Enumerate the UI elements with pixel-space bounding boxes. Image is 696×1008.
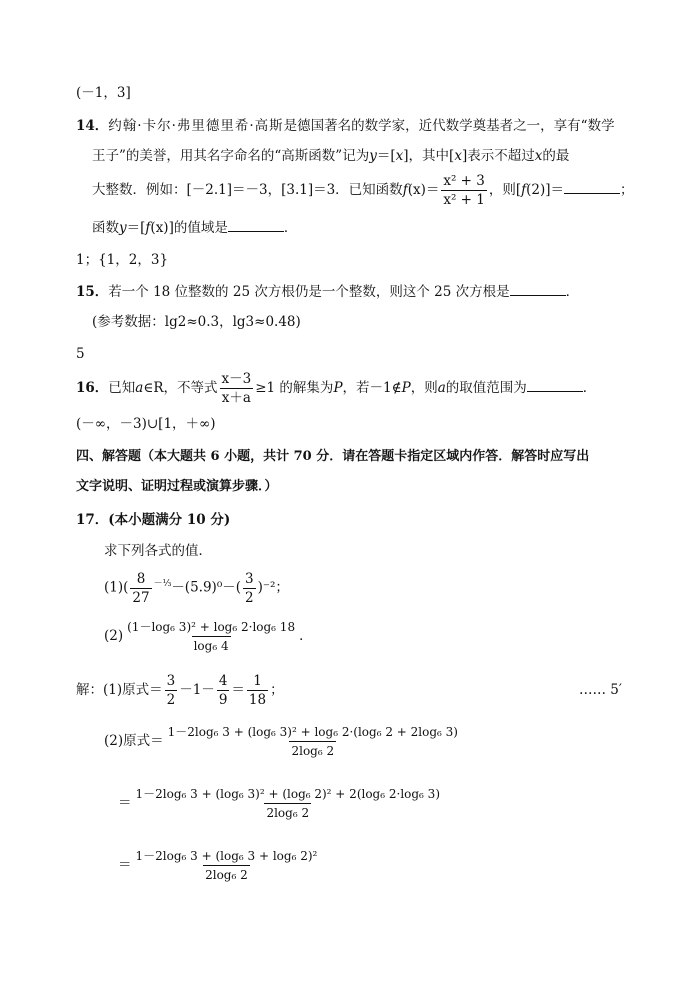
fraction-denominator: 9 xyxy=(218,692,228,708)
question-14-line-4 xyxy=(92,219,297,237)
math-text: ． xyxy=(299,628,313,644)
math-var: f xyxy=(402,182,408,198)
question-text: 函数 xyxy=(92,220,119,236)
solution-part-2-line-2 xyxy=(118,783,444,823)
fraction xyxy=(125,619,297,654)
part-label: (1)( xyxy=(104,579,129,596)
question-number: 17．(本小题满分 10 分) xyxy=(76,512,231,528)
fraction-denominator: log₆ 4 xyxy=(192,636,231,654)
fraction xyxy=(134,786,443,821)
question-number: 16． xyxy=(76,380,109,396)
question-text: (2)]＝ xyxy=(526,182,565,198)
fraction xyxy=(166,724,460,759)
section-title: 四、解答题（本大题共 6 小题，共计 70 分．请在答题卡指定区域内作答．解答时应写出 xyxy=(76,449,590,464)
fraction-numerator: x－3 xyxy=(221,371,252,387)
math-var: P xyxy=(401,380,411,396)
question-17-intro: 求下列各式的值． xyxy=(104,543,212,559)
fraction-denominator: x＋a xyxy=(221,390,251,406)
math-var: x xyxy=(534,148,543,164)
fraction-denominator: x² + 1 xyxy=(443,192,485,208)
question-number: 14． xyxy=(76,118,109,134)
math-text: ＝ xyxy=(118,857,132,873)
answer-blank xyxy=(510,283,566,296)
question-text: ，则[ xyxy=(488,182,522,198)
fraction xyxy=(441,173,487,208)
exponent: －⅓ xyxy=(153,579,172,589)
question-15-line-1 xyxy=(76,283,579,301)
fraction xyxy=(247,673,268,708)
math-var: x xyxy=(454,148,462,164)
math-var: x xyxy=(395,148,404,164)
fraction-denominator: 2log₆ 2 xyxy=(289,741,336,759)
math-var: a xyxy=(437,380,446,396)
fraction-numerator: 1 xyxy=(253,673,262,689)
question-text: ． xyxy=(582,380,597,396)
math-var: a xyxy=(135,380,144,396)
math-text: )⁻²； xyxy=(257,579,289,596)
question-text: 王子”的美誉，用其名字命名的“高斯函数”记为 xyxy=(92,148,370,164)
fraction-numerator: 4 xyxy=(218,673,228,689)
math-text: ＝ xyxy=(231,682,245,698)
question-14-line-1 xyxy=(76,117,615,135)
question-text: 若一个 18 位整数的 25 次方根仍是一个整数，则这个 25 次方根是 xyxy=(108,284,510,300)
question-text: ； xyxy=(620,182,634,198)
solution-part-2-line-3 xyxy=(118,845,321,885)
math-text: ； xyxy=(270,682,284,698)
question-text: ，若－1∉ xyxy=(342,380,402,396)
question-text: 的最 xyxy=(542,148,570,164)
gauss-name: 约翰·卡尔·弗里德里希·高斯 xyxy=(108,118,284,134)
fraction xyxy=(130,571,151,606)
solution-part-2-line-1 xyxy=(104,721,462,761)
math-text: ＝ xyxy=(118,795,132,811)
answer-blank xyxy=(527,379,583,392)
question-text: ． xyxy=(283,220,298,236)
math-var: f xyxy=(521,182,527,198)
fraction-denominator: 2log₆ 2 xyxy=(203,865,250,883)
math-var: y xyxy=(369,148,377,164)
fraction xyxy=(217,673,230,708)
fraction-numerator: x² + 3 xyxy=(443,173,485,189)
question-text: 是德国著名的数学家，近代数学奠基者之一，享有“数学 xyxy=(283,118,615,134)
solution-part-1 xyxy=(76,671,284,709)
fraction-denominator: 2 xyxy=(245,589,254,606)
answer-blank xyxy=(564,181,620,194)
solution-label: 解：(1)原式＝ xyxy=(76,682,163,698)
question-14-line-3 xyxy=(92,172,634,208)
question-text: ]表示不超过 xyxy=(461,148,535,164)
fraction-numerator: 1－2log₆ 3 + (log₆ 3)² + log₆ 2·(log₆ 2 + 2log₆ 3) xyxy=(167,725,458,739)
answer-blank xyxy=(228,219,284,232)
fraction xyxy=(243,571,256,606)
question-text: ． xyxy=(565,284,580,300)
section-title-continued: 文字说明、证明过程或演算步骤．） xyxy=(76,479,278,494)
fraction-numerator: 8 xyxy=(136,570,146,587)
fraction-numerator: 3 xyxy=(166,673,176,689)
question-text: 的取值范围为 xyxy=(445,380,527,396)
fraction xyxy=(220,371,254,406)
fraction-numerator: 1－2log₆ 3 + (log₆ 3 + log₆ 2)² xyxy=(135,849,318,863)
answer-15: 5 xyxy=(76,346,85,362)
question-number: 15． xyxy=(76,284,109,300)
fraction xyxy=(165,673,178,708)
question-14-line-2 xyxy=(92,147,569,165)
fraction-denominator: 18 xyxy=(248,692,267,708)
math-text: －1－ xyxy=(179,682,215,698)
fraction-numerator: (1－log₆ 3)² + log₆ 2·log₆ 18 xyxy=(127,620,296,634)
question-text: ]，其中[ xyxy=(403,148,455,164)
math-var: P xyxy=(333,380,343,396)
fraction-numerator: 1－2log₆ 3 + (log₆ 3)² + (log₆ 2)² + 2(log₆ 2·log₆ 3) xyxy=(135,787,441,801)
question-text: ＝[ xyxy=(126,220,146,236)
question-text: 已知 xyxy=(108,380,136,396)
answer-16: (－∞，－3)∪[1，＋∞) xyxy=(76,416,216,432)
question-text: ≥1 的解集为 xyxy=(255,380,334,396)
math-text: －(5.9)⁰－( xyxy=(171,579,241,596)
part-label: (2) xyxy=(104,628,124,644)
solution-label: (2)原式＝ xyxy=(104,733,164,749)
fraction-denominator: 2 xyxy=(166,692,176,708)
math-var: y xyxy=(119,220,127,236)
question-text: ，则 xyxy=(410,380,438,396)
question-text: (x)＝ xyxy=(407,182,440,198)
fraction-numerator: 3 xyxy=(245,570,254,587)
answer-14: 1；{1，2，3} xyxy=(76,252,169,268)
score-mark: …… 5′ xyxy=(579,682,622,698)
fraction xyxy=(134,848,320,883)
answer-13: (－1，3] xyxy=(76,85,131,101)
question-17-part-2 xyxy=(104,617,313,655)
question-text: 大整数．例如：[－2.1]＝－3，[3.1]＝3．已知函数 xyxy=(92,182,403,198)
question-text: (x)]的值域是 xyxy=(150,220,228,236)
question-17-heading xyxy=(76,511,230,529)
math-var: f xyxy=(145,220,151,236)
question-15-reference: (参考数据：lg2≈0.3，lg3≈0.48) xyxy=(92,314,301,330)
question-text: ∈R，不等式 xyxy=(143,380,218,396)
question-17-part-1 xyxy=(104,565,289,607)
fraction-denominator: 2log₆ 2 xyxy=(264,803,311,821)
fraction-denominator: 27 xyxy=(132,589,150,606)
question-text: ＝[ xyxy=(376,148,396,164)
question-16 xyxy=(76,370,596,406)
